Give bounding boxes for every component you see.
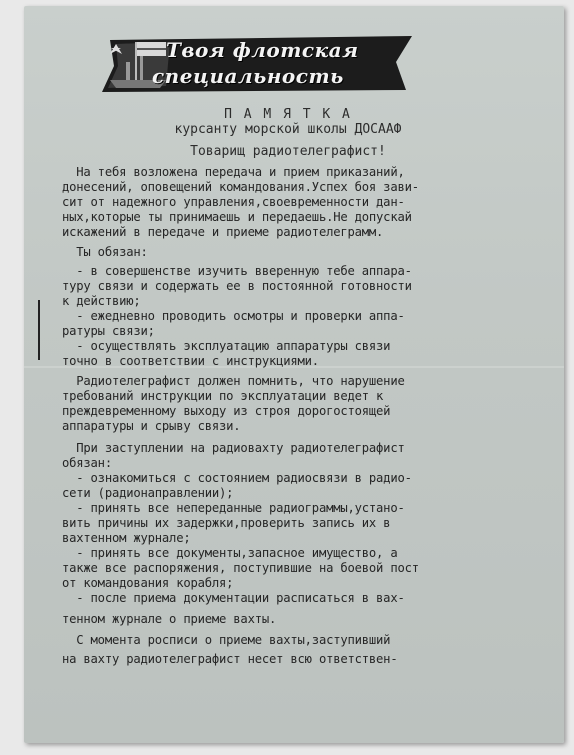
memo-line: - принять все документы,запасное имущество, а [62,546,398,560]
memo-line: от командования корабля; [62,576,234,590]
memo-line: туру связи и содержать ее в постоянной готовности [62,279,412,293]
memo-line: преждевременному выходу из строя дорогостоящей [62,404,391,418]
memo-line: вахтенном журнале; [62,531,191,545]
memo-line: На тебя возложена передача и прием приказаний, [62,165,405,179]
memo-line: сит от надежного управления,своевременности дан- [62,195,405,209]
banner-line-1: Твоя флотская [166,38,359,62]
title-banner [96,32,412,94]
memo-line: обязан: [62,456,112,470]
memo-line: к действию; [62,294,141,308]
memo-line: ных,которые ты принимаешь и передаешь.Не допускай [62,210,412,224]
memo-line: ратуры связи; [62,324,155,338]
memo-line: на вахту радиотелеграфист несет всю ответствен- [62,652,398,666]
memo-greeting: Товарищ радиотелеграфист! [190,144,386,159]
memo-line: вить причины их задержки,проверить запись их в [62,516,391,530]
memo-line: Радиотелеграфист должен помнить, что нарушение [62,374,405,388]
memo-line: сети (радионаправлении); [62,486,234,500]
memo-line: - ежедневно проводить осмотры и проверки аппа- [62,309,405,323]
memo-title: П А М Я Т К А [224,107,352,122]
memo-line: аппаратуры и срыву связи. [62,419,241,433]
memo-line: С момента росписи о приеме вахты,заступивший [62,633,391,647]
memo-line: также все распоряжения, поступившие на боевой пост [62,561,419,575]
memo-line: требований инструкции по эксплуатации ведет к [62,389,384,403]
margin-bracket [38,300,46,360]
memo-line: При заступлении на радиовахту радиотелеграфист [62,441,405,455]
memo-line: - ознакомиться с состоянием радиосвязи в радио- [62,471,412,485]
memo-line: донесений, оповещений командования.Успех боя зави- [62,180,419,194]
memo-line: - принять все непереданные радиограммы,устано- [62,501,405,515]
memo-line: - после приема документации расписаться в вах- [62,591,405,605]
memo-line: тенном журнале о приеме вахты. [62,612,277,626]
memo-line: искажений в передаче и приеме радиотелеграмм. [62,225,384,239]
memo-line: точно в соответствии с инструкциями. [62,354,319,368]
banner-line-2: специальность [152,64,344,88]
memo-line: Ты обязан: [62,245,148,259]
memo-line: - в совершенстве изучить вверенную тебе аппара- [62,264,412,278]
memo-line: - осуществлять эксплуатацию аппаратуры связи [62,339,391,353]
memo-subtitle: курсанту морской школы ДОСААФ [174,122,402,137]
